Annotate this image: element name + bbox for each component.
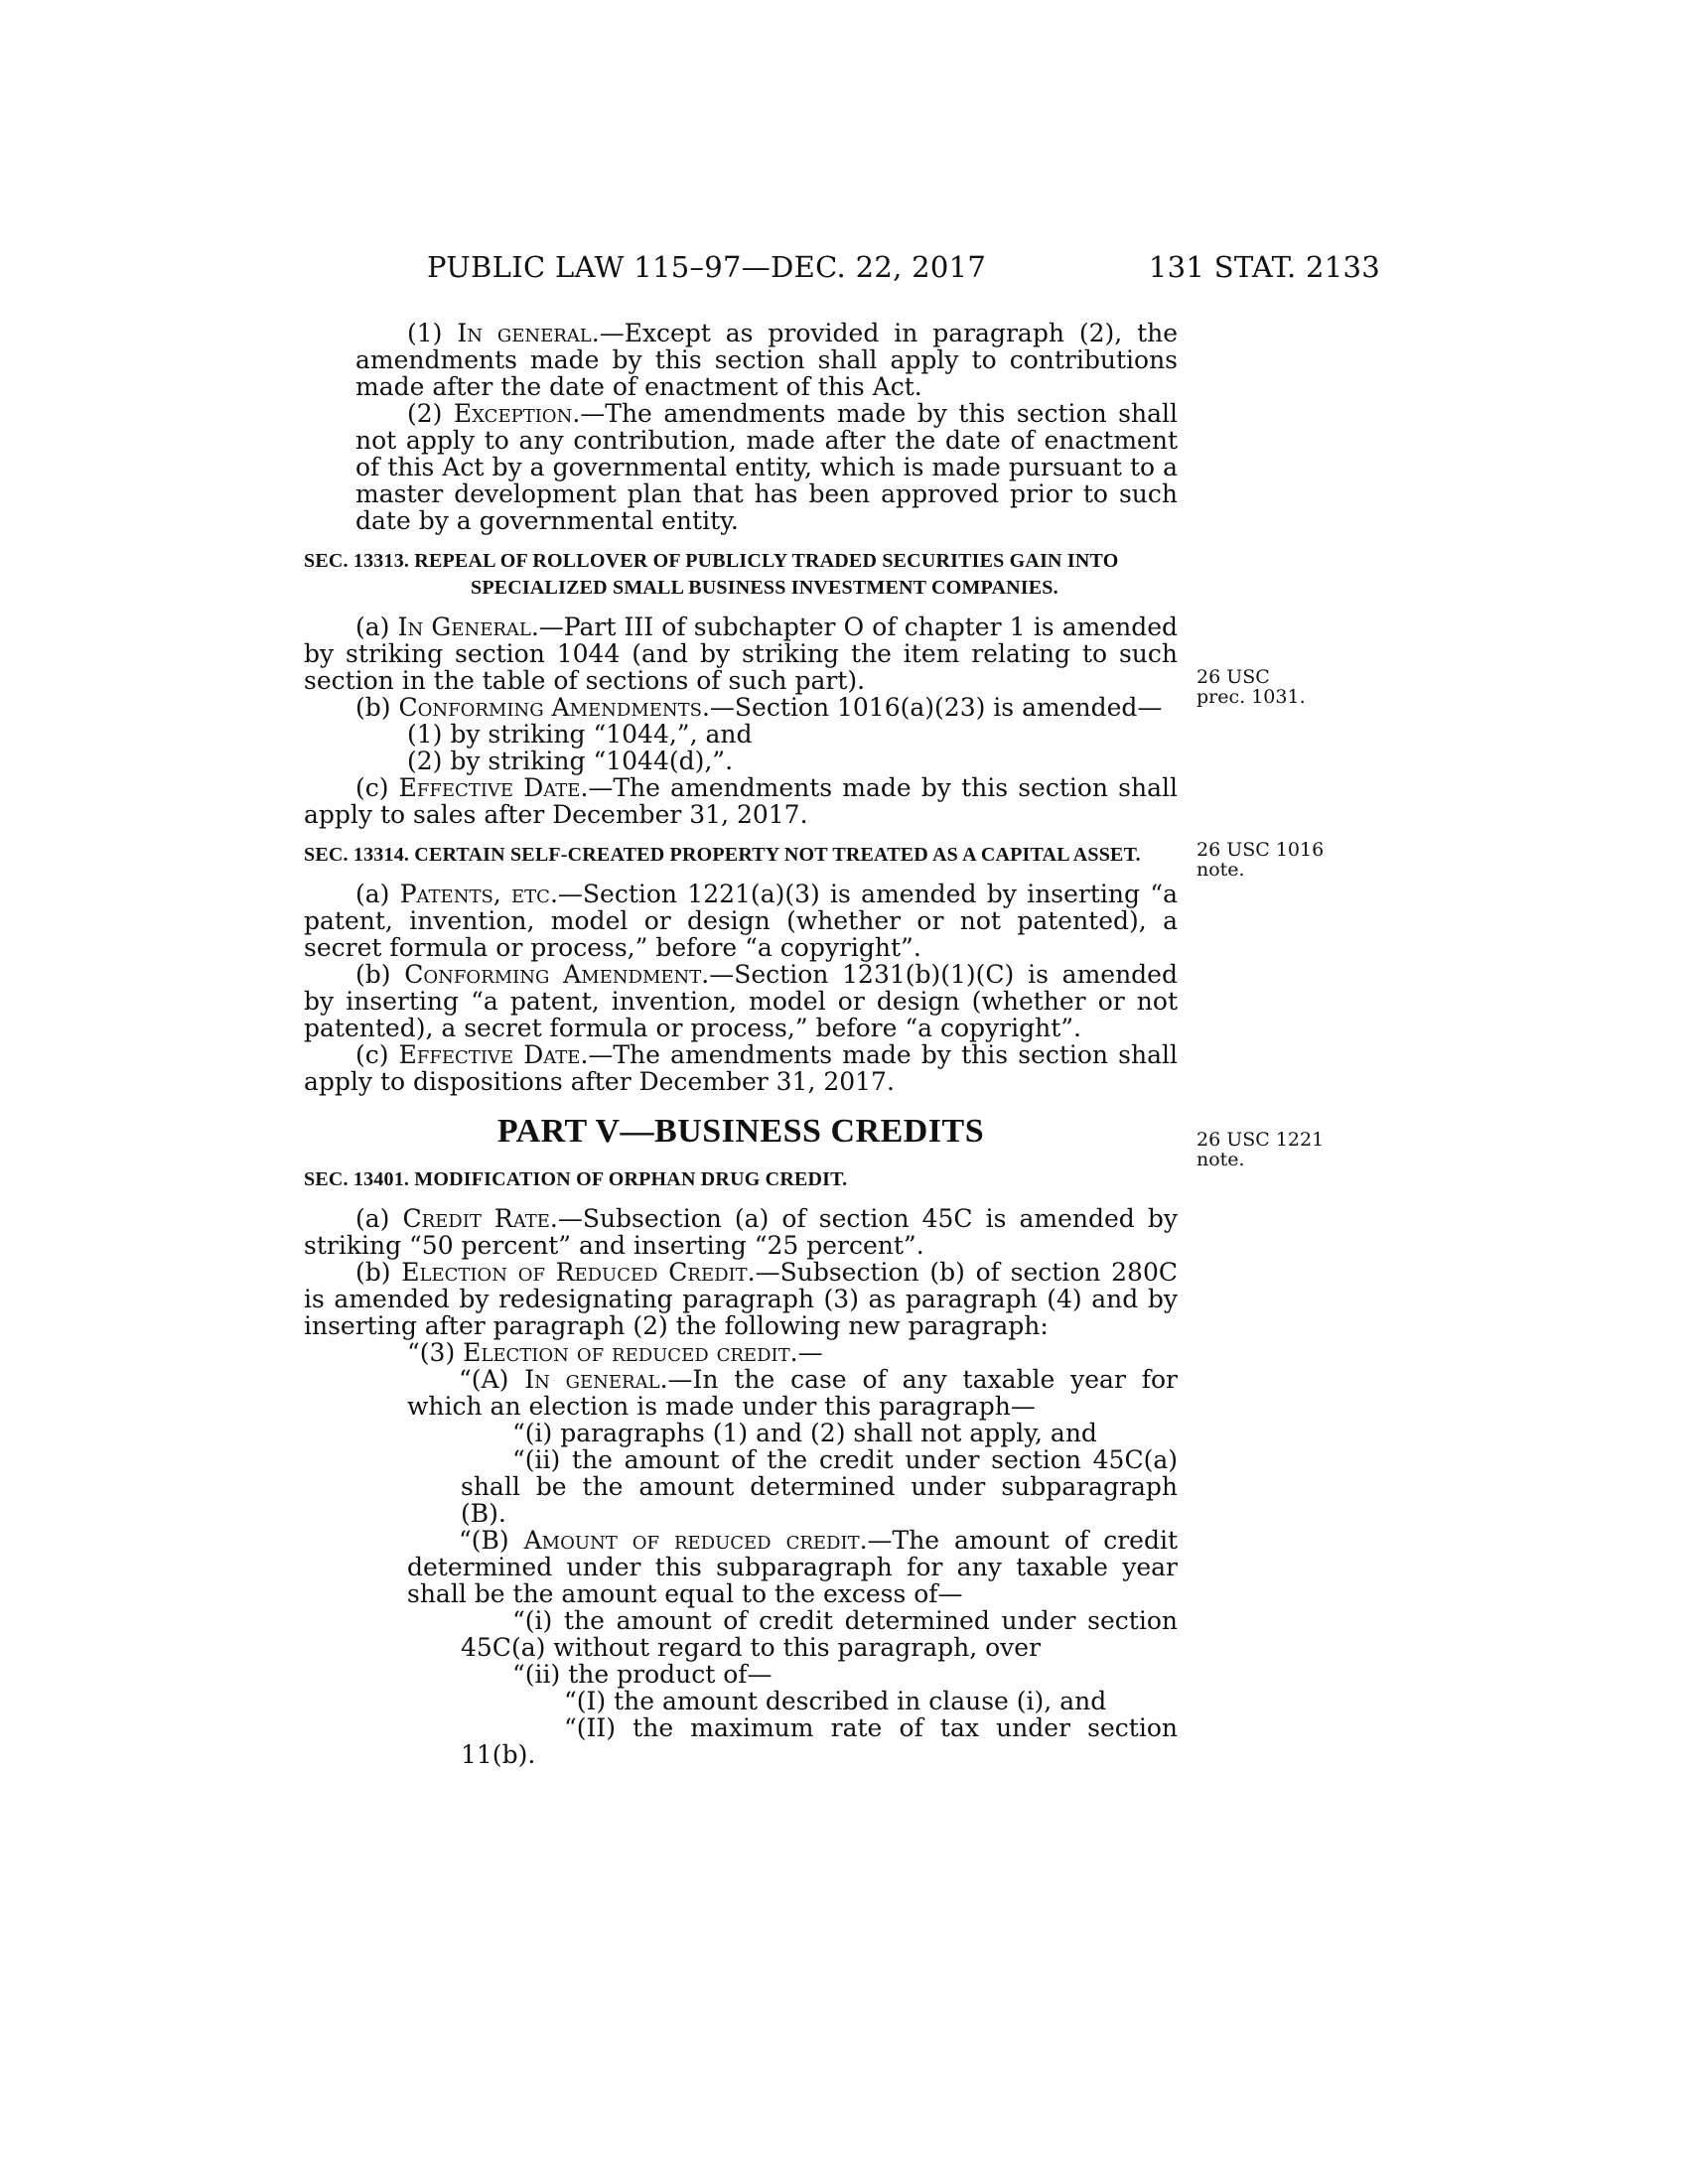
section-heading-13314: SEC. 13314. CERTAIN SELF-CREATED PROPERTY NOT TREATED AS A CAPITAL ASSET. (304, 844, 1141, 866)
paragraph-heading: In general (457, 319, 592, 347)
subsection-13313-a: (a) In General.—Part III of subchapter O of chapter 1 is amended by striking section 1044 (and by striking the item relating to such section in the table of sections of such part). (304, 613, 1178, 695)
section-heading-13401: SEC. 13401. MODIFICATION OF ORPHAN DRUG CREDIT. (304, 1168, 848, 1190)
quoted-heading: Election of reduced credit (463, 1338, 790, 1367)
quoted-subclause-b-ii-I: “(I) the amount described in clause (i), and (564, 1687, 1107, 1715)
quoted-heading: In general (524, 1365, 660, 1394)
quoted-subparagraph-b: “(B) Amount of reduced credit.—The amount of credit determined under this subparagraph for any taxable year shall be the amount equal to the excess of— (407, 1526, 1178, 1608)
paragraph-2: (2) Exception.—The amendments made by this section shall not apply to any contribution, made after the date of enactment of this Act by a governmental entity, which is made pursuant to a master development plan that has been approved prior to such date by a governmental entity. (355, 399, 1179, 535)
subsection-heading: Patents, etc (399, 880, 550, 908)
paragraph-13313-b1: (1) by striking “1044,”, and (407, 720, 753, 749)
quoted-clause-a-ii: “(ii) the amount of the credit under section 45C(a) shall be the amount determined under subparagraph (B). (461, 1445, 1178, 1528)
subsection-heading: In General (397, 613, 531, 641)
subsection-13401-a: (a) Credit Rate.—Subsection (a) of section 45C is amended by striking “50 percent” and inserting “25 percent”. (304, 1204, 1178, 1260)
paragraph-1: (1) In general.—Except as provided in paragraph (2), the amendments made by this section shall apply to contributions made after the date of enactment of this Act. (355, 319, 1179, 401)
margin-note-usc-1016: 26 USC 1016 note. (1196, 839, 1325, 881)
quoted-paragraph-3: “(3) Election of reduced credit.— (407, 1338, 823, 1367)
page-header (427, 250, 1380, 290)
subsection-heading: Effective Date (398, 773, 581, 802)
subsection-13313-c: (c) Effective Date.—The amendments made by this section shall apply to sales after December 31, 2017. (304, 773, 1179, 829)
subsection-13313-b: (b) Conforming Amendments.—Section 1016(a)(23) is amended— (355, 693, 1163, 722)
subsection-heading: Effective Date (398, 1040, 581, 1069)
section-heading-13313: SEC. 13313. REPEAL OF ROLLOVER OF PUBLICLY TRADED SECURITIES GAIN INTO SPECIALIZED SMALL BUSINESS INVESTMENT COMPANIES. (304, 550, 1119, 599)
margin-note-usc-1031: 26 USC prec. 1031. (1196, 666, 1306, 708)
subsection-13314-a: (a) Patents, etc.—Section 1221(a)(3) is amended by inserting “a patent, invention, model or design (whether or not patented), a secret formula or process,” before “a copyright”. (304, 880, 1178, 962)
quoted-clause-b-i: “(i) the amount of credit determined under section 45C(a) without regard to this paragraph, over (461, 1606, 1178, 1662)
subsection-heading: Credit Rate (402, 1204, 550, 1233)
subsection-13314-b: (b) Conforming Amendment.—Section 1231(b)(1)(C) is amended by inserting “a patent, invention, model or design (whether or not patented), a secret formula or process,” before “a copyright”. (304, 960, 1178, 1042)
part-heading: PART V—BUSINESS CREDITS (496, 1113, 985, 1150)
quoted-subparagraph-a: “(A) In general.—In the case of any taxable year for which an election is made under this paragraph— (407, 1365, 1178, 1421)
margin-note-usc-1221: 26 USC 1221 note. (1196, 1129, 1325, 1170)
paragraph-13313-b2: (2) by striking “1044(d),”. (407, 747, 734, 775)
subsection-heading: Election of Reduced Credit (401, 1258, 748, 1287)
document-body (304, 320, 1178, 1768)
running-head-title: PUBLIC LAW 115–97—DEC. 22, 2017 (427, 250, 987, 284)
quoted-heading: Amount of reduced credit (523, 1526, 860, 1555)
subsection-heading: Conforming Amendments (398, 693, 702, 722)
statute-page-number: 131 STAT. 2133 (1148, 250, 1380, 284)
subsection-13401-b: (b) Election of Reduced Credit.—Subsection (b) of section 280C is amended by redesignating paragraph (3) as paragraph (4) and by inserting after paragraph (2) the following new paragraph: (304, 1258, 1178, 1340)
quoted-clause-b-ii: “(ii) the product of— (512, 1660, 773, 1689)
subsection-13314-c: (c) Effective Date.—The amendments made by this section shall apply to dispositions after December 31, 2017. (304, 1040, 1179, 1096)
subsection-heading: Conforming Amendment (404, 960, 702, 989)
quoted-clause-a-i: “(i) paragraphs (1) and (2) shall not apply, and (512, 1419, 1097, 1447)
paragraph-heading: Exception (453, 399, 573, 428)
quoted-subclause-b-ii-II: “(II) the maximum rate of tax under section 11(b). (461, 1713, 1178, 1769)
